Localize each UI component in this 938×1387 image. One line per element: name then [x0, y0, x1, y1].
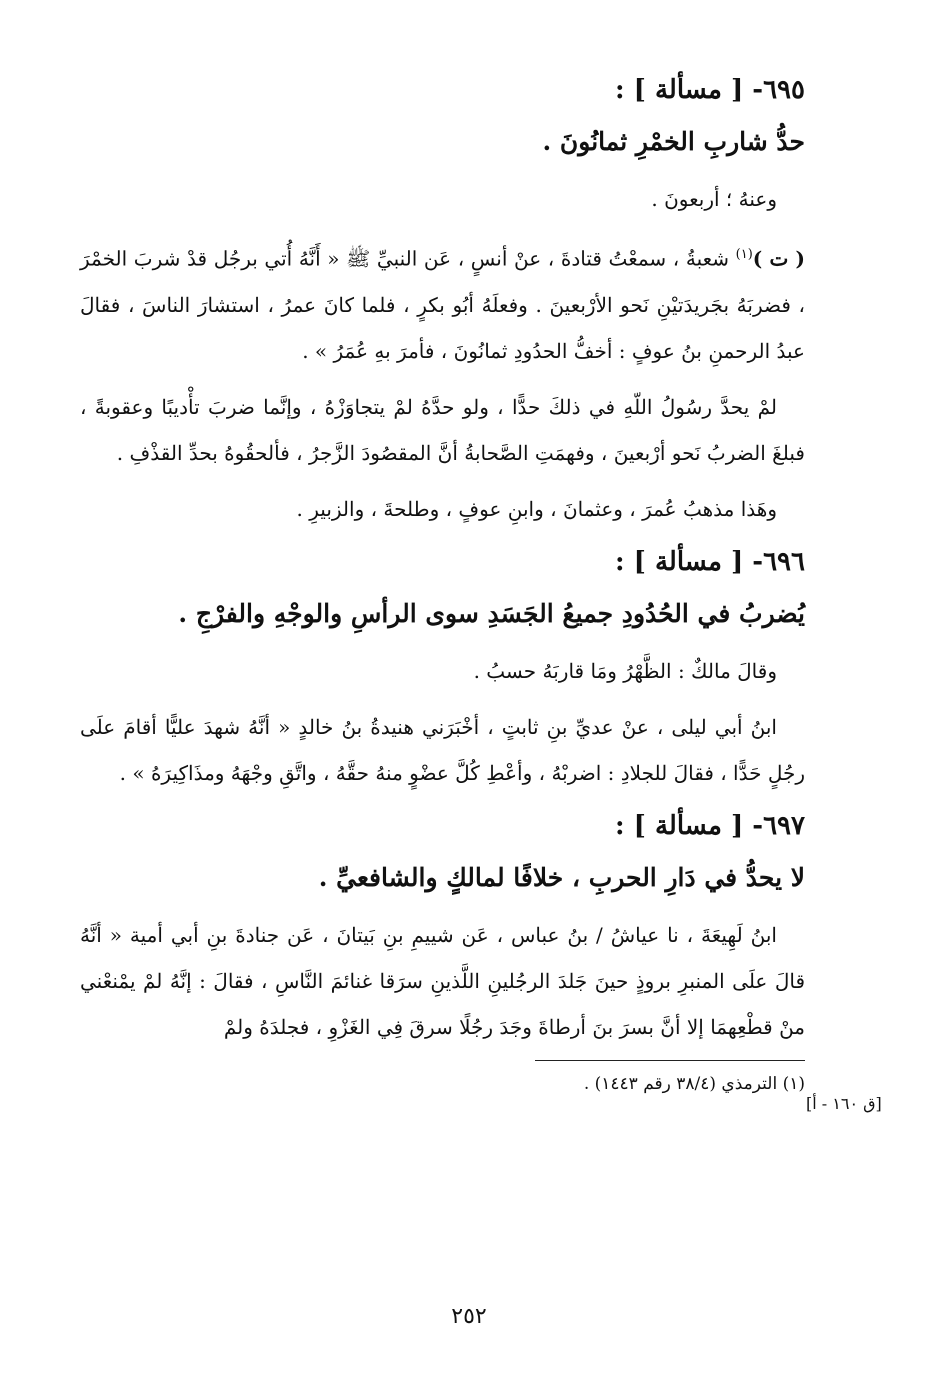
paragraph: وهَذا مذهبُ عُمرَ ، وعثمانَ ، وابنِ عوفٍ ، وطلحةَ ، والزبيرِ . — [296, 496, 777, 521]
section-heading: ٦٩٧- [ مسألة ] : — [614, 810, 805, 841]
paragraph: وعنهُ ؛ أربعونَ . — [651, 187, 777, 211]
paragraph: وقالَ مالكٌ : الظَّهْرُ ومَا قاربَهُ حسبُ . — [473, 658, 777, 683]
footnote-divider — [535, 1060, 805, 1061]
page-body — [80, 70, 805, 1099]
paragraph-hadith — [80, 232, 805, 374]
footnote: (١) الترمذي (٣٨/٤ رقم ١٤٤٣) . — [583, 1073, 805, 1094]
paragraph-wrapper — [80, 912, 805, 1050]
section-statement: حدُّ شاربِ الخمْرِ ثمانُونَ . — [542, 127, 805, 156]
manuscript-margin-note: [ق ١٦٠ - أ] — [806, 1094, 882, 1113]
section-statement: لا يحدُّ في دَارِ الحربِ ، خلافًا لمالكٍ والشافعيِّ . — [318, 862, 805, 892]
section-statement: يُضربُ في الحُدُودِ جميعُ الجَسَدِ سوى الرأسِ والوجْهِ والفرْجِ . — [178, 598, 805, 628]
hadith-marker: ( ت ) — [752, 246, 805, 271]
paragraph: ابنُ أبي ليلى ، عنْ عديِّ بنِ ثابتٍ ، أخْبَرَني هنيدةُ بنُ خالدٍ « أنَّهُ شهدَ عليًّا أقامَ علَى رجُلٍ حَدًّا ، فقالَ للجلادِ : اضربْهُ ، وأعْطِ كُلَّ عضْوٍ منهُ حقَّهُ ، واتَّقِ وجْهَهُ ومذَاكِيرَهُ » . — [80, 714, 805, 785]
paragraph: ابنُ لَهِيعَةَ ، نا عياشُ / بنُ عباس ، عَن شييمِ بنِ بَيتانَ ، عَن جنادةَ بنِ أبي أمية « أنَّهُ قالَ علَى المنبرِ بروذٍ حينَ جَلدَ الرجُلينِ اللَّذينِ سرَقا غنائمَ النَّاسِ ، فقالَ : إنَّهُ لمْ يمْنعْني منْ قطْعِهمَا إلا أنَّ بسرَ بنَ أرطاةَ وجَدَ رجُلًا سرقَ فِي الغَزْوِ ، فجلدَهُ ولمْ — [80, 922, 805, 1039]
section-heading: ٦٩٦- [ مسألة ] : — [614, 546, 805, 577]
paragraph-text: شعبةُ ، سمعْتُ قتادةَ ، عنْ أنسٍ ، عَن النبيِّ ﷺ « أَنَّهُ أُتي برجُل قدْ شربَ الخمْرَ ، فضربَهُ بجَريدَتيْنِ نَحو الأرْبعينَ . وفعلَهُ أبُو بكرٍ ، فلما كانَ عمرُ ، استشارَ الناسَ ، فقالَ عبدُ الرحمنِ بنُ عوفٍ : أخفُّ الحدُودِ ثمانُونَ ، فأمرَ بهِ عُمَرُ » . — [80, 246, 805, 363]
section-heading: ٦٩٥- [ مسألة ] : — [614, 75, 805, 105]
footnote-ref: (١) — [735, 247, 753, 262]
page-number: ٢٥٢ — [451, 1304, 487, 1329]
paragraph: لمْ يحدَّ رسُولُ اللّهِ في ذلكَ حدًّا ، ولو حدَّهُ لمْ يتجاوَزْهُ ، وإنَّما ضربَ تأْديبًا وعقوبةً ، فبلغَ الضربُ نَحو أرْبعينَ ، وفهمَتِ الصَّحابةُ أنَّ المقصُودَ الزَّجرُ ، فألحقُوهُ بحدِّ القذْفِ . — [80, 394, 805, 465]
